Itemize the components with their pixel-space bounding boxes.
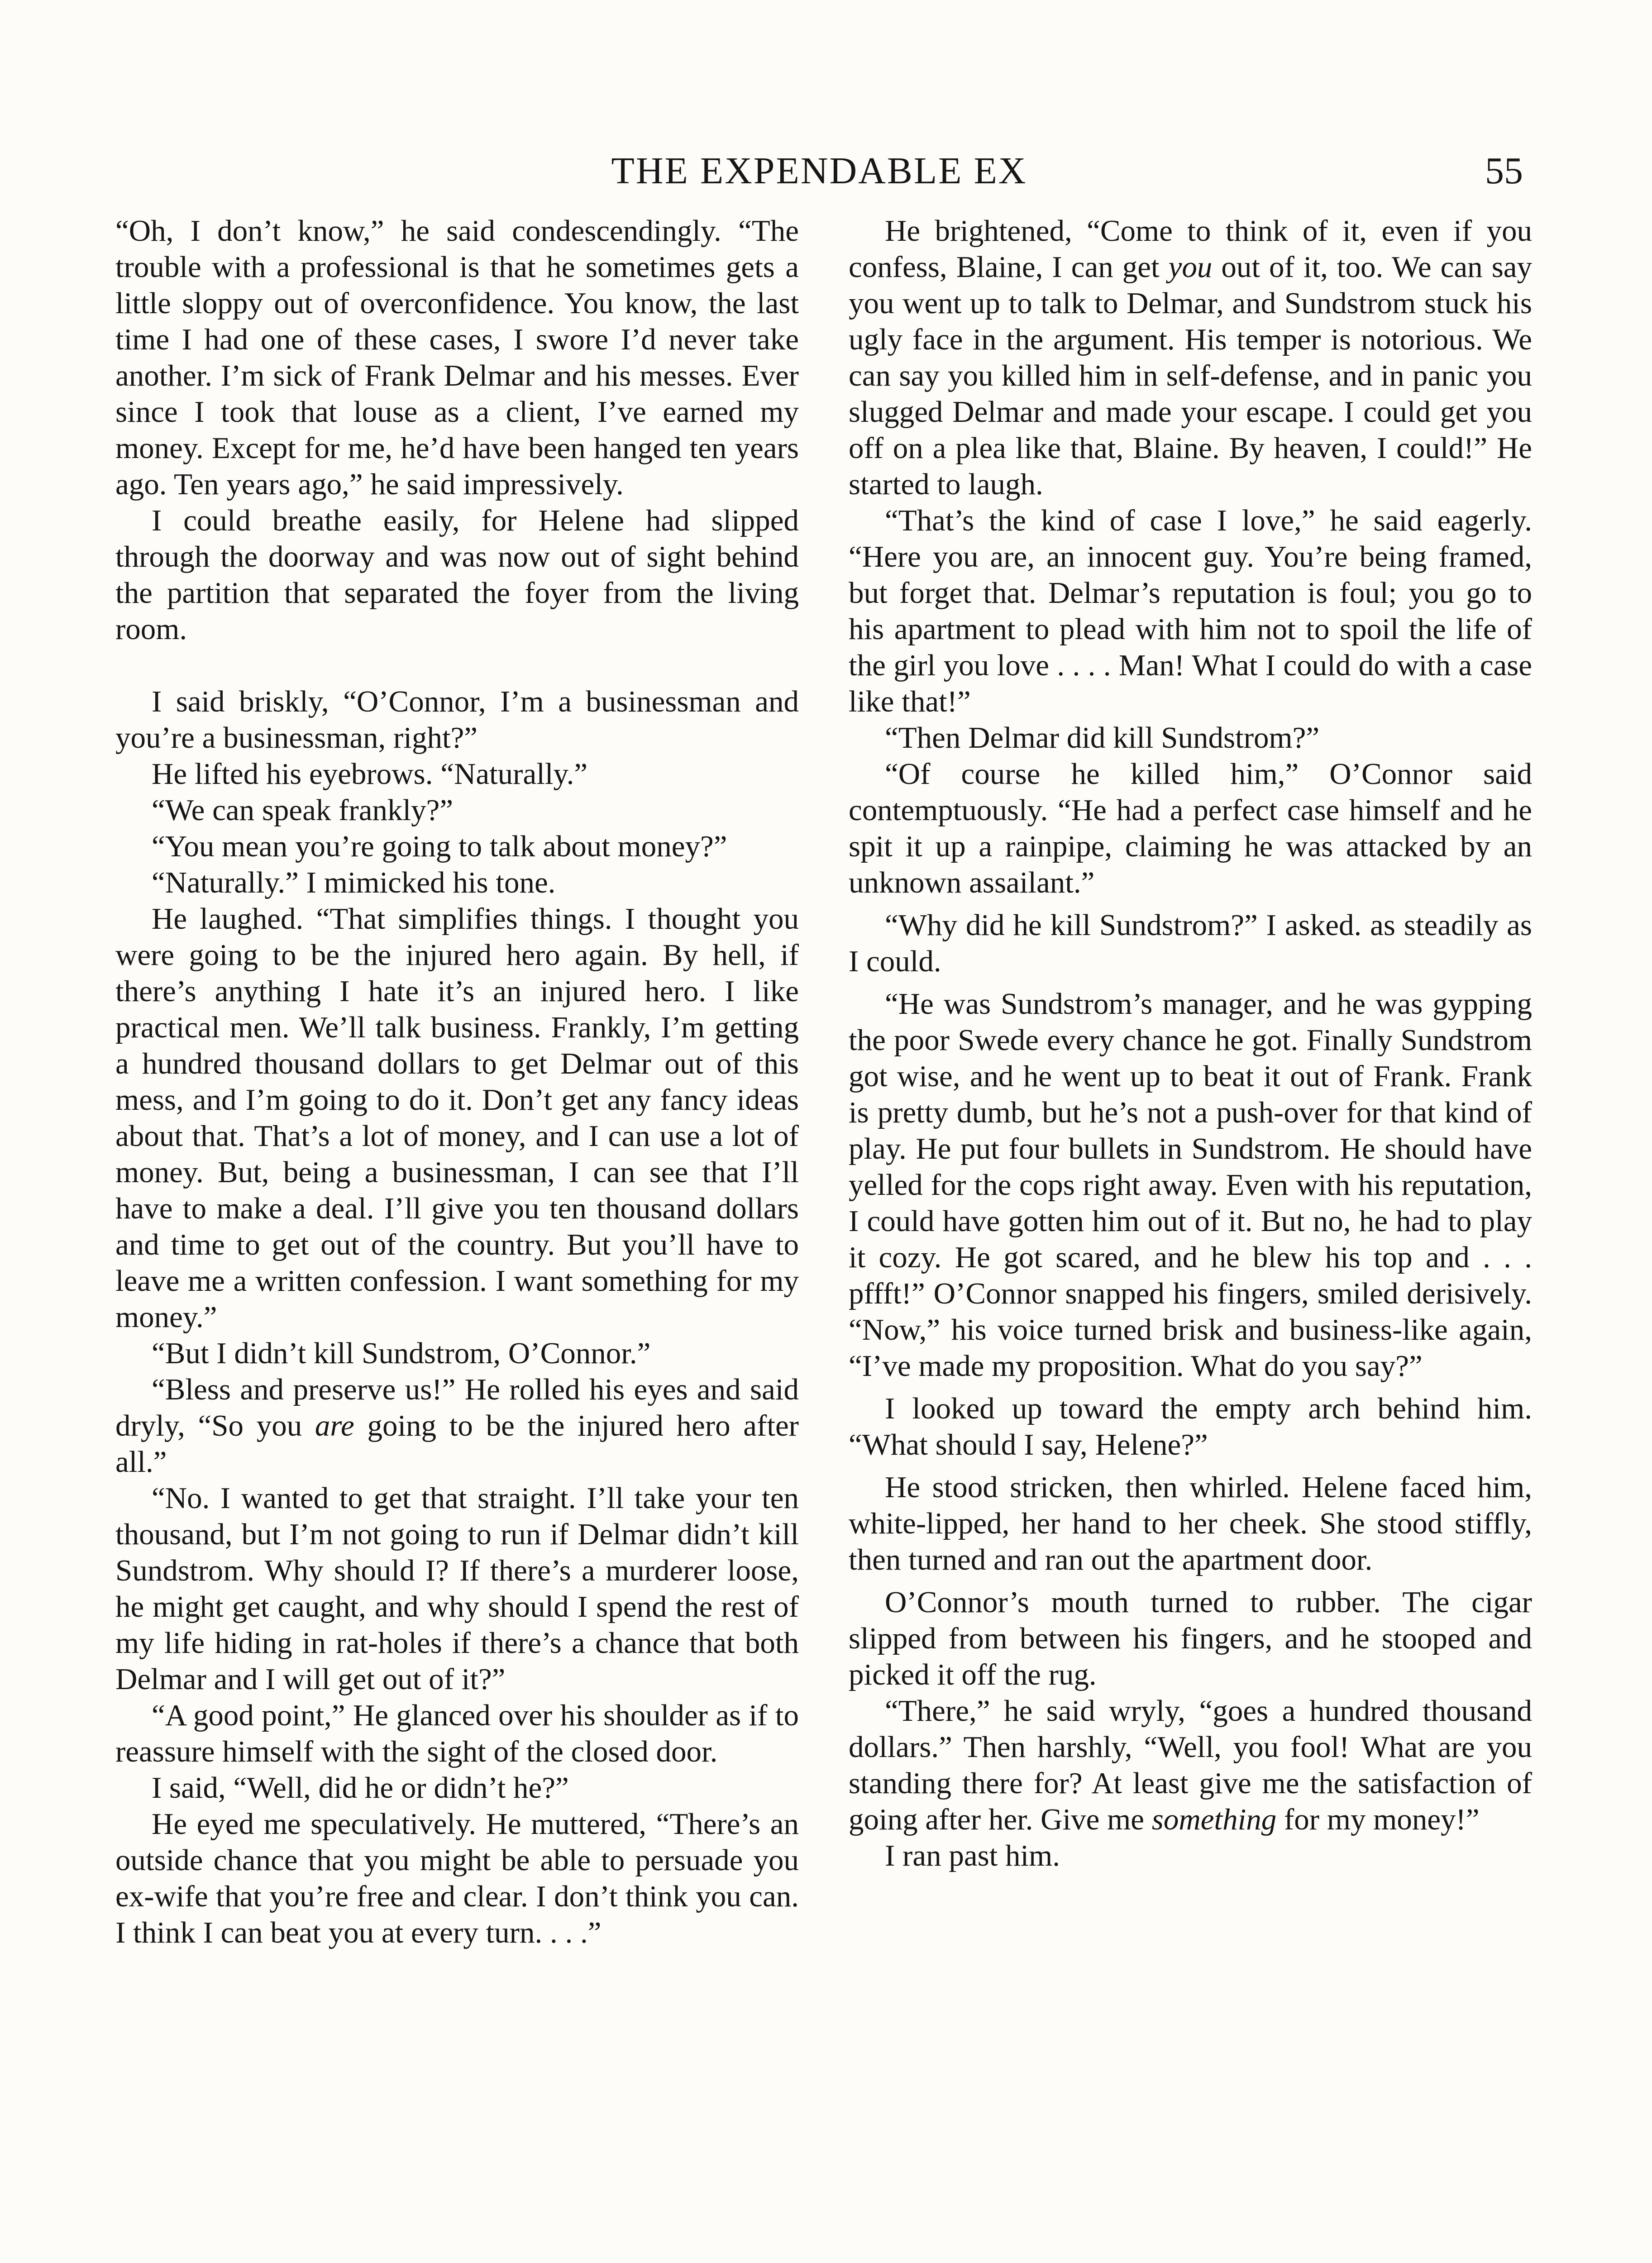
- text-run: “Bless and preserve us!” He rolled his eyes and said dryly, “So you: [115, 1373, 799, 1442]
- paragraph: “Naturally.” I mimicked his tone.: [152, 866, 556, 899]
- paragraph: “Of course he killed him,” O’Connor said contemptuously. “He had a perfect case himself and he spit it up a rainpipe, claiming he was attacked by an unknown assailant.”: [849, 757, 1532, 899]
- right-column: [849, 213, 1532, 1874]
- page-header: [115, 144, 1523, 198]
- paragraph: “Why did he kill Sundstrom?” I asked. as steadily as I could.: [849, 908, 1532, 978]
- left-column: [115, 213, 799, 1951]
- paragraph: “A good point,” He glanced over his shoulder as if to reassure himself with the sight of the closed door.: [115, 1699, 799, 1768]
- text-run: “There,” he said wryly, “goes a hundred thousand dollars.” Then harshly, “Well, you fool! What are you standing there for? At least give me the satisfaction of going after her. Give me: [849, 1694, 1532, 1836]
- paragraph: “Oh, I don’t know,” he said condescendingly. “The trouble with a professional is that he sometimes gets a little sloppy out of overconfidence. You know, the last time I had one of these cases, I swore I’d never take another. I’m sick of Frank Delmar and his messes. Ever since I took that louse as a client, I’ve earned my money. Except for me, he’d have been hanged ten years ago. Ten years ago,” he said impressively.: [115, 214, 799, 501]
- paragraph: I ran past him.: [885, 1839, 1060, 1872]
- paragraph: “But I didn’t kill Sundstrom, O’Connor.”: [152, 1337, 651, 1370]
- text-run: for my money!”: [1276, 1803, 1480, 1836]
- paragraph: I looked up toward the empty arch behind him. “What should I say, Helene?”: [849, 1392, 1532, 1461]
- paragraph: “You mean you’re going to talk about money?”: [152, 830, 727, 863]
- emphasis: you: [1168, 250, 1213, 284]
- paragraph: I said briskly, “O’Connor, I’m a businessman and you’re a businessman, right?”: [115, 685, 799, 754]
- paragraph: He laughed. “That simplifies things. I thought you were going to be the injured hero again. By hell, if there’s anything I hate it’s an injured hero. I like practical men. We’ll talk business. Frankly, I’m getting a hundred thousand dollars to get Delmar out of this mess, and I’m going to do it. Don’t get any fancy ideas about that. That’s a lot of money, and I can use a lot of money. But, being a businessman, I can see that I’ll have to make a deal. I’ll give you ten thousand dollars and time to get out of the country. But you’ll have to leave me a written confession. I want something for my money.”: [115, 902, 799, 1334]
- paragraph: I said, “Well, did he or didn’t he?”: [152, 1771, 569, 1805]
- paragraph: “That’s the kind of case I love,” he said eagerly. “Here you are, an innocent guy. You’re being framed, but forget that. Delmar’s reputation is foul; you go to his apartment to plead with him not to spoil the life of the girl you love . . . . Man! What I could do with a case like that!”: [849, 504, 1532, 718]
- paragraph: I could breathe easily, for Helene had slipped through the doorway and was now out of sight behind the partition that separated the foyer from the living room.: [115, 504, 799, 646]
- paragraph: “We can speak frankly?”: [152, 793, 454, 827]
- text-run: He brightened, “Come to think of it, even if you confess, Blaine, I can get: [849, 214, 1532, 284]
- paragraph: O’Connor’s mouth turned to rubber. The cigar slipped from between his fingers, and he stooped and picked it off the rug.: [849, 1585, 1532, 1691]
- text-run: going to be the injured hero after all.”: [115, 1409, 799, 1479]
- paragraph: “He was Sundstrom’s manager, and he was gypping the poor Swede every chance he got. Finally Sundstrom got wise, and he went up to beat it out of Frank. Frank is pretty dumb, but he’s not a push-over for that kind of play. He put four bullets in Sundstrom. He should have yelled for the cops right away. Even with his reputation, I could have gotten him out of it. But no, he had to play it cozy. He got scared, and he blew his top and . . . pffft!” O’Connor snapped his fingers, smiled derisively. “Now,” his voice turned brisk and business-like again, “I’ve made my proposition. What do you say?”: [849, 987, 1532, 1383]
- text-run: out of it, too. We can say you went up to talk to Delmar, and Sundstrom stuck his ugly face in the argument. His temper is notorious. We can say you killed him in self-defense, and in panic you slugged Delmar and made your escape. I could get you off on a plea like that, Blaine. By heaven, I could!” He started to laugh.: [849, 250, 1532, 501]
- paragraph: [849, 1693, 1532, 1838]
- page-number: 55: [1485, 150, 1523, 192]
- paragraph: He lifted his eyebrows. “Naturally.”: [152, 757, 588, 791]
- paragraph: [115, 1371, 799, 1480]
- paragraph: He eyed me speculatively. He muttered, “There’s an outside chance that you might be able to persuade you ex-wife that you’re free and clear. I don’t think you can. I think I can beat you at every turn. . . .”: [115, 1807, 799, 1949]
- paragraph: [849, 213, 1532, 502]
- paragraph: “No. I wanted to get that straight. I’ll take your ten thousand, but I’m not going to run if Delmar didn’t kill Sundstrom. Why should I? If there’s a murderer loose, he might get caught, and why should I spend the rest of my life hiding in rat-holes if there’s a chance that both Delmar and I will get out of it?”: [115, 1481, 799, 1696]
- paragraph: He stood stricken, then whirled. Helene faced him, white-lipped, her hand to her cheek. She stood stiffly, then turned and ran out the apartment door.: [849, 1470, 1532, 1576]
- emphasis: something: [1151, 1803, 1277, 1836]
- emphasis: are: [315, 1409, 354, 1442]
- paragraph: “Then Delmar did kill Sundstrom?”: [885, 721, 1320, 754]
- running-title: THE EXPENDABLE EX: [611, 150, 1027, 192]
